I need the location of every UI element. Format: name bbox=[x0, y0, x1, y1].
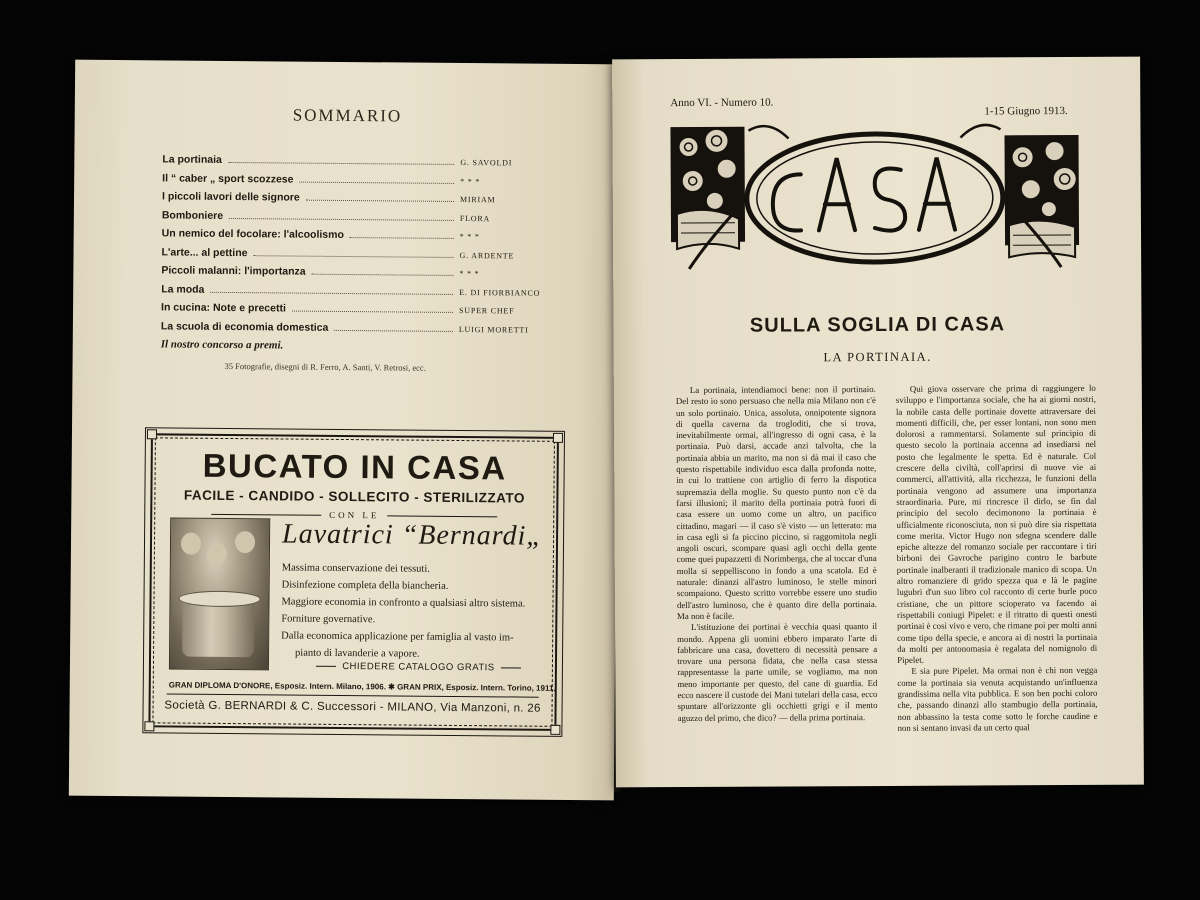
toc-entry-title: Piccoli malanni: l'importanza bbox=[161, 264, 306, 278]
ad-photo-washing-machine bbox=[169, 517, 270, 670]
toc-leader-dots bbox=[312, 273, 454, 276]
toc-entry-author: * * * bbox=[459, 268, 480, 279]
photo-figure-head bbox=[181, 533, 201, 555]
ad-catalog-text: CHIEDERE CATALOGO GRATIS bbox=[342, 660, 495, 674]
ad-frame-corner bbox=[147, 429, 157, 439]
toc-leader-dots bbox=[210, 290, 453, 294]
toc-entry-author: LUIGI MORETTI bbox=[458, 324, 529, 335]
toc-entry-author bbox=[459, 350, 551, 351]
issue-number: Anno VI. - Numero 10. bbox=[670, 96, 774, 110]
left-flower-panel-icon bbox=[670, 127, 745, 249]
toc-entry-author: G. SAVOLDI bbox=[460, 158, 513, 168]
article-paragraph: L'istituzione dei portinai è vecchia quasi quanto il mondo. Appena gli uomini ebbero imparato l'arte di fabbricare una casa, dovettero di necessità pensare a trovare una persona fidata, che nella casa stessa rappresentasse la parte umile, se vogliamo, ma non meno importante per questo, del cane di guardia. Ed ecco nascere il custode dei Mani tutelari della casa, ecco spuntare all'orizzonte gli occhietti grigi e il mento aguzzo del primo, che dico? — della prima portinaia. bbox=[677, 621, 878, 723]
article-title: SULLA SOGLIA DI CASA bbox=[749, 313, 1006, 337]
toc-leader-dots bbox=[350, 236, 454, 239]
ad-brand-name: Lavatrici “Bernardi„ bbox=[281, 518, 544, 552]
photo-figure-head bbox=[207, 543, 227, 565]
casa-masthead-ornament bbox=[668, 117, 1081, 281]
ad-feature: Massima conservazione dei tessuti. bbox=[281, 562, 430, 575]
right-page bbox=[612, 57, 1144, 788]
ad-feature: pianto di lavanderie a vapore. bbox=[295, 647, 420, 660]
toc-entry-title: Bomboniere bbox=[161, 208, 224, 222]
ad-feature: Forniture governative. bbox=[281, 613, 376, 626]
ad-company-line: Società G. BERNARDI & C. Successori - MILANO, Via Manzoni, n. 26 bbox=[164, 699, 541, 715]
article-column-2 bbox=[896, 383, 1098, 734]
article-paragraph: E sia pure Pipelet. Ma ormai non è chi non vegga come la portinaia sia venuta acquistando un'influenza grandissima nella vita pubblica. E son ben pochi coloro che, passando dinanzi allo stambugio della portinaia, non abbassino la testa come sotto le forche caudine e non si sentano invasi da un certo qual bbox=[897, 665, 1098, 733]
ad-catalog-line bbox=[271, 660, 566, 674]
ad-con-le-text: CON LE bbox=[329, 509, 380, 521]
toc-leader-dots bbox=[253, 254, 453, 258]
toc-entry-title: La moda bbox=[161, 282, 205, 296]
photo-figure-head bbox=[235, 531, 255, 553]
sommario-title: SOMMARIO bbox=[292, 105, 403, 126]
toc-entry-title: In cucina: Note e precetti bbox=[161, 301, 286, 315]
toc-leader-dots bbox=[229, 216, 454, 220]
toc-entry-author: MIRIAM bbox=[459, 194, 496, 205]
ad-frame-corner bbox=[553, 433, 563, 443]
toc-leader-dots bbox=[228, 161, 454, 165]
advertisement-bucato bbox=[142, 427, 565, 737]
toc-entry-title: Il nostro concorso a premi. bbox=[160, 338, 284, 352]
toc-entry-author: SUPER CHEF bbox=[459, 305, 515, 316]
ad-frame-corner bbox=[550, 725, 560, 735]
ad-frame-corner bbox=[144, 721, 154, 731]
table-of-contents bbox=[161, 153, 553, 360]
toc-entry-author: * * * bbox=[459, 231, 480, 242]
toc-entry-title: Il “ caber „ sport scozzese bbox=[162, 171, 294, 186]
ad-divider bbox=[167, 693, 539, 697]
ad-awards-line: GRAN DIPLOMA D'ONORE, Esposiz. Intern. Milano, 1906. ✱ GRAN PRIX, Esposiz. Intern. Torino, 1911. bbox=[168, 680, 556, 693]
toc-entry-title: La scuola di economia domestica bbox=[160, 319, 329, 334]
toc-leader-spacer bbox=[289, 348, 452, 350]
toc-entry-title: La portinaia bbox=[162, 153, 222, 166]
toc-entry-author: * * * bbox=[460, 176, 481, 186]
casa-lettering-icon bbox=[773, 158, 955, 232]
ad-feature: Disinfezione completa della biancheria. bbox=[281, 579, 449, 592]
left-page bbox=[69, 60, 620, 801]
toc-leader-dots bbox=[299, 180, 454, 183]
article-subtitle: LA PORTINAIA. bbox=[823, 349, 932, 365]
photo-washing-tub bbox=[182, 599, 255, 658]
toc-leader-dots bbox=[334, 328, 453, 331]
toc-entry bbox=[161, 338, 551, 360]
ad-feature: Dalla economica applicazione per famiglia al vasto im- bbox=[281, 630, 514, 644]
toc-entry-title: Un nemico del focolare: l'alcoolismo bbox=[161, 227, 344, 241]
ad-subhead: FACILE - CANDIDO - SOLLECITO - STERILIZZATO bbox=[183, 487, 525, 506]
ad-feature: Maggiore economia in confronto a qualsiasi altro sistema. bbox=[281, 596, 526, 610]
toc-leader-dots bbox=[292, 310, 453, 313]
toc-entry-author: E. DI FIORBIANCO bbox=[459, 287, 541, 298]
ad-feature-list bbox=[281, 559, 526, 663]
article-column-1 bbox=[676, 384, 878, 724]
toc-entry-author: G. ARDENTE bbox=[459, 250, 515, 260]
issue-date: 1-15 Giugno 1913. bbox=[984, 105, 1068, 118]
toc-leader-dots bbox=[306, 199, 454, 202]
ad-inner-frame bbox=[148, 433, 559, 731]
credits-line: 35 Fotografie, disegni di R. Ferro, A. Santi, V. Retrosi, ecc. bbox=[224, 360, 426, 373]
ad-headline: BUCATO IN CASA bbox=[202, 446, 507, 487]
toc-entry-author: FLORA bbox=[459, 213, 491, 223]
article-paragraph: La portinaia, intendiamoci bene: non il portinaio. Del resto io sono persuaso che nella mia Milano non c'è un solo portinaio. Unica, assoluta, onnipotente signora di quella caverna da trogloditi, che si trova, inevitabilmente ormai, all'ingresso di ogni casa, è la portinaia. Può darsi, accade anzi talvolta, che la portinaia abbia un marito, ma non si dà mai il caso che questo rispettabile individuo esca dalla profonda notte, in cui lo trattiene con artiglio di ferro la dispotica supremazia della moglie. Su questo punto non c'è da farsi illusioni; il marito della portinaia potrà fuori di casa essere un uomo come un altro, un pacifico cittadino, magari — il caso s'è visto — un letterato: ma in casa egli si fa piccino piccino, si raggomitola negli angoli oscuri, scompare quasi agli occhi della gente come quei pupazzetti di Norimberga, che al toccar d'una molla si seppelliscono in fondo a una scatola. Ed è naturale: dinanzi all'astro luminoso, le stelle minori scompaiono. Questo scritto vorrebbe essere uno studio dell'astro luminoso, che è quanto dire della portinaia. Ma non è facile. bbox=[675, 384, 877, 621]
toc-entry-title: L'arte... al pettine bbox=[161, 245, 248, 259]
toc-entry-title: I piccoli lavori delle signore bbox=[161, 190, 300, 204]
article-paragraph: Qui giova osservare che prima di raggiungere lo sviluppo e l'importanza sociale, che ha ai giorni nostri, la nobile casta delle portinaie dovette attraversare dei momenti difficili, che, per esser lontani, non sono men dolorosi a rammentarsi. Solamente sul principio di questo secolo la portinaia accenna ad insediarsi nel posto che legalmente le spetta. Ed è naturale. Col crescere della civiltà, coll'aprirsi di nuove vie ai commerci, all'attività, alla ricchezza, le funzioni della portinaia vengono ad assumere una importanza straordinaria. Pure, mi rincresce il dirlo, se fin dal principio del secolo decimonono la portinaia è ufficialmente riconosciuta, non si può dire sia rispettata come merita. Victor Hugo non sdegna scendere dalle epiche altezze del romanzo sociale per raccontare i tiri birboni dei Gavroche parigino contro le barbute portinale inalberanti il tradizionale manico di scopa. Un altro romanziere di grido spezza qua e là le pagine lugubri d'un suo libro col racconto di certe burle poco cristiane, che un pittore scioperato va facendo ai rispettabili coniugi Pipelet: e il ritratto di questi onesti portinai è così vivo e vero, che rimane poi per molti anni come tipo della specie, e ancora ai dì nostri la portinaia da molti per antonomasia è regalata del nomignolo di Pipelet. bbox=[895, 382, 1098, 666]
